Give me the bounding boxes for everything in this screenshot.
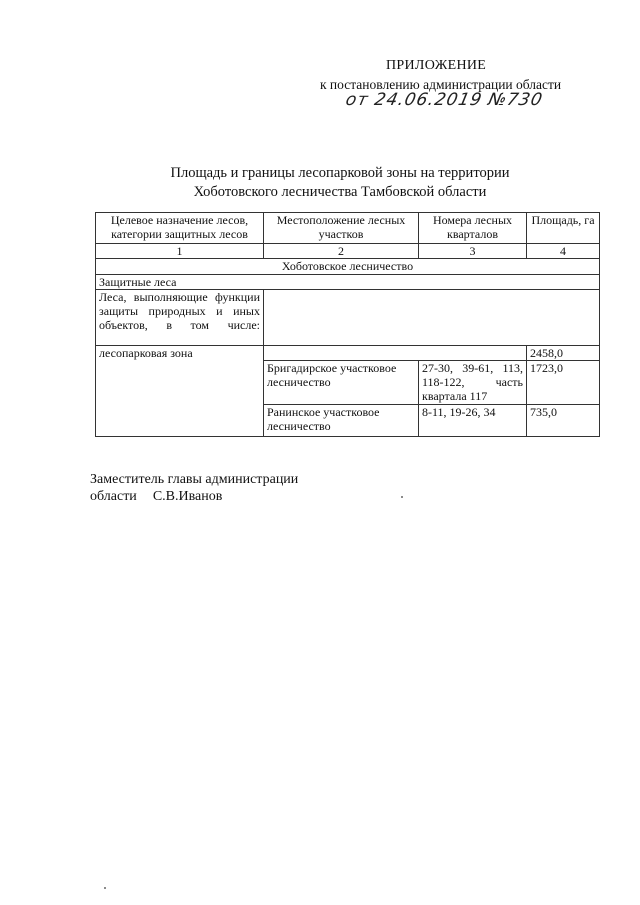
signature-block: [90, 471, 298, 505]
document-title-line2: Хоботовского лесничества Тамбовской области: [193, 184, 487, 200]
signer-position-line2-wrap: [90, 488, 298, 505]
appendix-subtitle: к постановлению администрации области: [320, 77, 562, 92]
header-area: Площадь, га: [527, 213, 600, 244]
section-row: [96, 259, 600, 275]
quarters-cell: 8-11, 19-26, 34: [419, 405, 527, 437]
handwritten-date-number: от 24.06.2019 №730: [343, 90, 545, 110]
quarters-cell: 27-30, 39-61, 113, 118-122, часть квартала 117: [419, 361, 527, 405]
column-number: 2: [264, 244, 419, 259]
scan-speck: [401, 496, 403, 498]
park-zone-row: [96, 346, 600, 361]
column-number: 4: [527, 244, 600, 259]
area-cell: 735,0: [527, 405, 600, 437]
park-zone-label: лесопарковая зона: [96, 346, 264, 437]
header-location: Местоположение лесных участков: [264, 213, 419, 244]
column-number-row: [96, 244, 600, 259]
document-title: [100, 164, 580, 202]
area-cell: 1723,0: [527, 361, 600, 405]
header-quarters: Номера лесных кварталов: [419, 213, 527, 244]
table-header-row: [96, 213, 600, 244]
signer-name: С.В.Иванов: [152, 489, 223, 504]
location-cell: Бригадирское участковое лесничество: [264, 361, 419, 405]
signer-position-line1: Заместитель главы администрации: [90, 472, 299, 487]
document-title-line1: Площадь и границы лесопарковой зоны на территории: [170, 165, 510, 181]
protective-row: [96, 275, 600, 290]
empty-cell: [264, 346, 527, 361]
appendix-title: ПРИЛОЖЕНИЕ: [386, 58, 487, 73]
empty-cell: [264, 290, 600, 346]
forests-function-label: Леса, выполняющие функции защиты природных и иных объектов, в том числе:: [96, 290, 264, 346]
forest-park-table: [95, 212, 600, 437]
column-number: 1: [96, 244, 264, 259]
signer-position-line2: области: [90, 489, 137, 504]
header-purpose: Целевое назначение лесов, категории защитных лесов: [96, 213, 264, 244]
location-cell: Ранинское участковое лесничество: [264, 405, 419, 437]
protective-forests-label: Защитные леса: [96, 275, 600, 290]
column-number: 3: [419, 244, 527, 259]
scan-speck: [104, 887, 106, 889]
park-zone-total: 2458,0: [527, 346, 600, 361]
section-title: Хоботовское лесничество: [96, 259, 600, 275]
forests-function-row: [96, 290, 600, 346]
